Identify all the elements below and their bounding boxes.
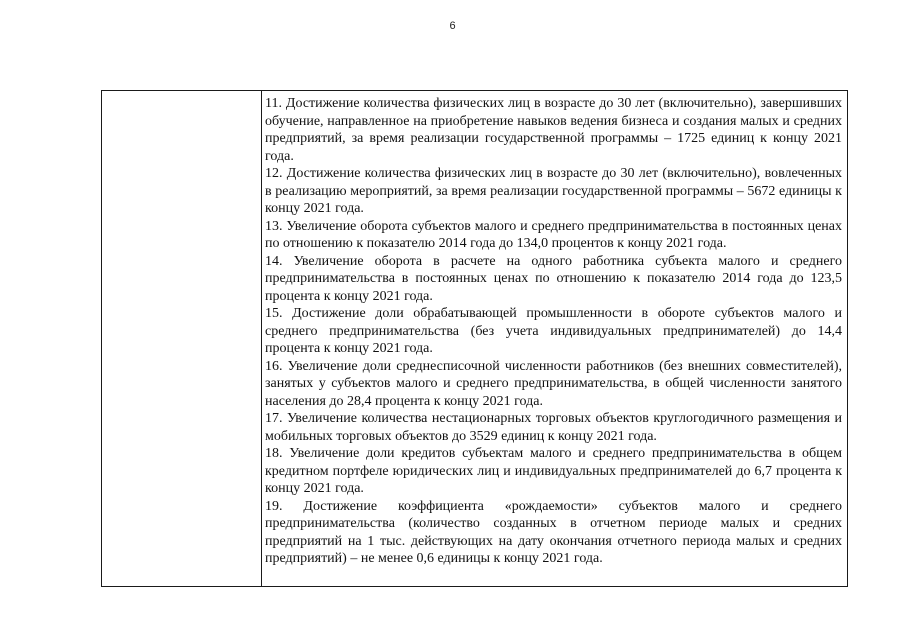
targets-table [101,90,848,587]
target-item-11: 11. Достижение количества физических лиц в возрасте до 30 лет (включительно), завершивших обучение, направленное на приобретение навыков ведения бизнеса и создания малых и средних предприятий, за время реализации государственной программы – 1725 единиц к концу 2021 года. [265,96,842,164]
target-item-16: 16. Увеличение доли среднесписочной численности работников (без внешних совместителей), занятых у субъектов малого и среднего предпринимательства, в общей численности занятого населения до 28,4 процента к концу 2021 года. [265,358,842,409]
target-item-13: 13. Увеличение оборота субъектов малого и среднего предпринимательства в постоянных ценах по отношению к показателю 2014 года до 134,0 процентов к концу 2021 года. [265,218,842,251]
target-item-17: 17. Увеличение количества нестационарных торговых объектов круглогодичного размещения и мобильных торговых объектов до 3529 единиц к концу 2021 года. [265,411,842,444]
table-right-cell [262,91,847,586]
target-item-14: 14. Увеличение оборота в расчете на одного работника субъекта малого и среднего предпринимательства в постоянных ценах по отношению к показателю 2014 года до 123,5 процента к концу 2021 года. [265,253,842,304]
target-item-12: 12. Достижение количества физических лиц в возрасте до 30 лет (включительно), вовлеченных в реализацию мероприятий, за время реализации государственной программы – 5672 единицы к концу 2021 года. [265,166,842,216]
target-item-18: 18. Увеличение доли кредитов субъектам малого и среднего предпринимательства в общем кредитном портфеле юридических лиц и индивидуальных предпринимателей до 6,7 процента к концу 2021 года. [265,446,842,496]
target-item-15: 15. Достижение доли обрабатывающей промышленности в обороте субъектов малого и среднего предпринимательства (без учета индивидуальных предпринимателей) до 14,4 процента к концу 2021 года. [265,306,842,356]
table-left-cell [102,91,262,586]
target-item-19: 19. Достижение коэффициента «рождаемости» субъектов малого и среднего предпринимательства (количество созданных в отчетном периоде малых и средних предприятий на 1 тыс. действующих на дату окончания отчетного периода малых и средних предприятий) – не менее 0,6 единицы к концу 2021 года. [265,498,842,566]
page-number: 6 [449,20,456,32]
